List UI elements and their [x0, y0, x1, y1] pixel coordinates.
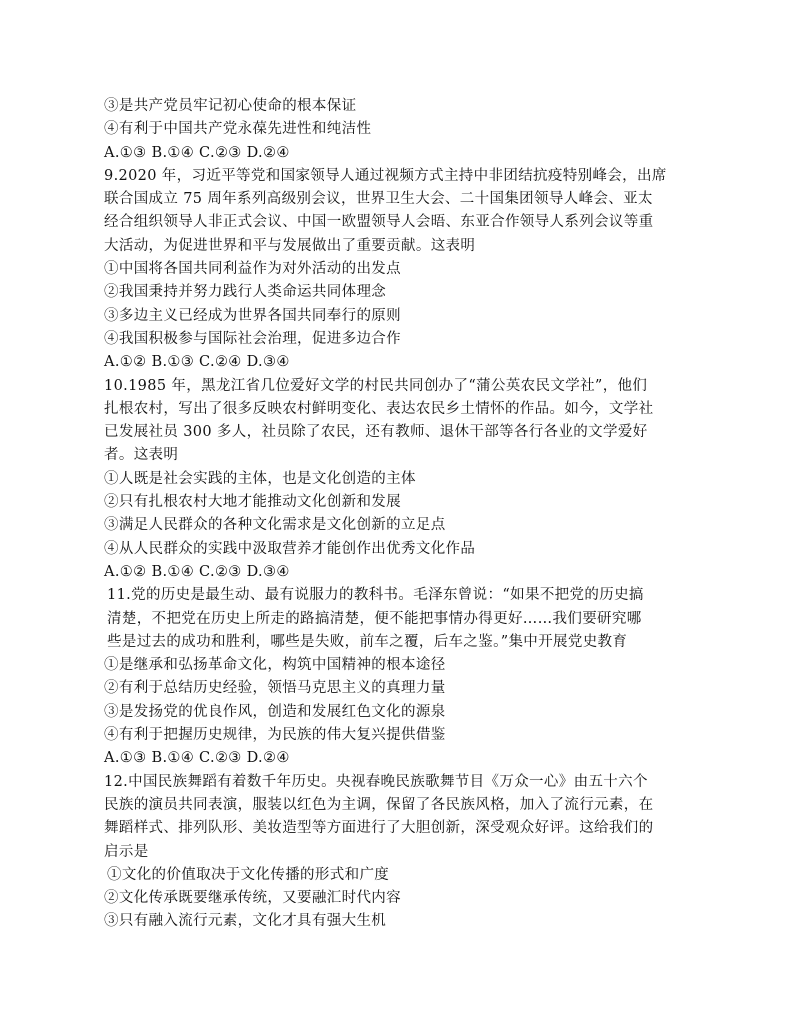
- question-12-option-1: ①文化的价值取决于文化传播的形式和广度: [107, 866, 390, 883]
- answer-choices-q8: A.①③ B.①④ C.②③ D.②④: [104, 144, 290, 161]
- question-9-text-line-2: 联合国成立 75 周年系列高级别会议，世界卫生大会、二十国集团领导人峰会、亚太: [104, 191, 653, 208]
- answer-choices-q9: A.①② B.①③ C.②④ D.③④: [104, 354, 290, 371]
- question-11-option-3: ③是发扬党的优良作风，创造和发展红色文化的源泉: [104, 703, 446, 720]
- question-11-option-4: ④有利于把握历史规律，为民族的伟大复兴提供借鉴: [104, 727, 446, 744]
- question-11-text-line-3: 些是过去的成功和胜利，哪些是失败，前车之覆，后车之鉴。”集中开展党史教育: [107, 633, 628, 650]
- question-11-option-2: ②有利于总结历史经验，领悟马克思主义的真理力量: [104, 680, 446, 697]
- option-line-3: ③是共产党员牢记初心使命的根本保证: [104, 98, 357, 114]
- question-10-option-4: ④从人民群众的实践中汲取营养才能创作出优秀文化作品: [104, 540, 476, 557]
- question-10-text-line-1: 10.1985 年，黑龙江省几位爱好文学的村民共同创办了“蒲公英农民文学社”，他们: [104, 377, 648, 394]
- question-12-option-2: ②文化传承既要继承传统，又要融汇时代内容: [104, 890, 401, 907]
- question-9-text-line-3: 经合组织领导人非正式会议、中国一欧盟领导人会晤、东亚合作领导人系列会议等重: [104, 214, 654, 231]
- answer-choices-q10: A.①② B.①④ C.②③ D.③④: [104, 563, 290, 580]
- question-10-option-1: ①人既是社会实践的主体，也是文化创造的主体: [104, 470, 416, 487]
- question-10-option-2: ②只有扎根农村大地才能推动文化创新和发展: [104, 494, 401, 511]
- question-12-text-line-4: 启示是: [104, 843, 149, 860]
- question-9-option-4: ④我国积极参与国际社会治理，促进多边合作: [104, 330, 401, 347]
- document-page: [104, 95, 714, 934]
- question-10-text-line-3: 已发展社员 300 多人，社员除了农民，还有教师、退休干部等各行各业的文学爱好: [104, 424, 648, 441]
- question-10-text-line-4: 者。这表明: [104, 447, 179, 464]
- question-10-text-line-2: 扎根农村，写出了很多反映农村鲜明变化、表达农民乡土情怀的作品。如今，文学社: [104, 400, 654, 417]
- question-11-text-line-2: 清楚，不把党在历史上所走的路搞清楚，便不能把事情办得更好……我们要研究哪: [107, 610, 642, 627]
- question-12-option-3: ③只有融入流行元素，文化才具有强大生机: [104, 913, 387, 930]
- question-11-text-line-1: 11.党的历史是最生动、最有说服力的教科书。毛泽东曾说：“如果不把党的历史搞: [107, 587, 644, 604]
- question-12-text-line-3: 舞蹈样式、排列队形、美妆造型等方面进行了大胆创新，深受观众好评。这给我们的: [104, 820, 654, 837]
- answer-choices-q11: A.①③ B.①④ C.②③ D.②④: [104, 750, 290, 767]
- question-12-text-line-2: 民族的演员共同表演，服装以红色为主调，保留了各民族风格，加入了流行元素，在: [104, 796, 654, 813]
- question-9-text-line-1: 9.2020 年，习近平等党和国家领导人通过视频方式主持中非团结抗疫特别峰会，出席: [104, 167, 667, 184]
- question-9-option-2: ②我国秉持并努力践行人类命运共同体理念: [104, 284, 387, 301]
- question-9-option-3: ③多边主义已经成为世界各国共同奉行的原则: [104, 307, 401, 324]
- question-9-text-line-4: 大活动，为促进世界和平与发展做出了重要贡献。这表明: [104, 237, 476, 254]
- question-12-text-line-1: 12.中国民族舞蹈有着数千年历史。央视春晚民族歌舞节目《万众一心》由五十六个: [104, 773, 648, 790]
- question-11-option-1: ①是继承和弘扬革命文化，构筑中国精神的根本途径: [104, 657, 446, 674]
- question-10-option-3: ③满足人民群众的各种文化需求是文化创新的立足点: [104, 517, 446, 534]
- option-line-4: ④有利于中国共产党永葆先进性和纯洁性: [104, 121, 372, 138]
- question-9-option-1: ①中国将各国共同利益作为对外活动的出发点: [104, 261, 401, 278]
